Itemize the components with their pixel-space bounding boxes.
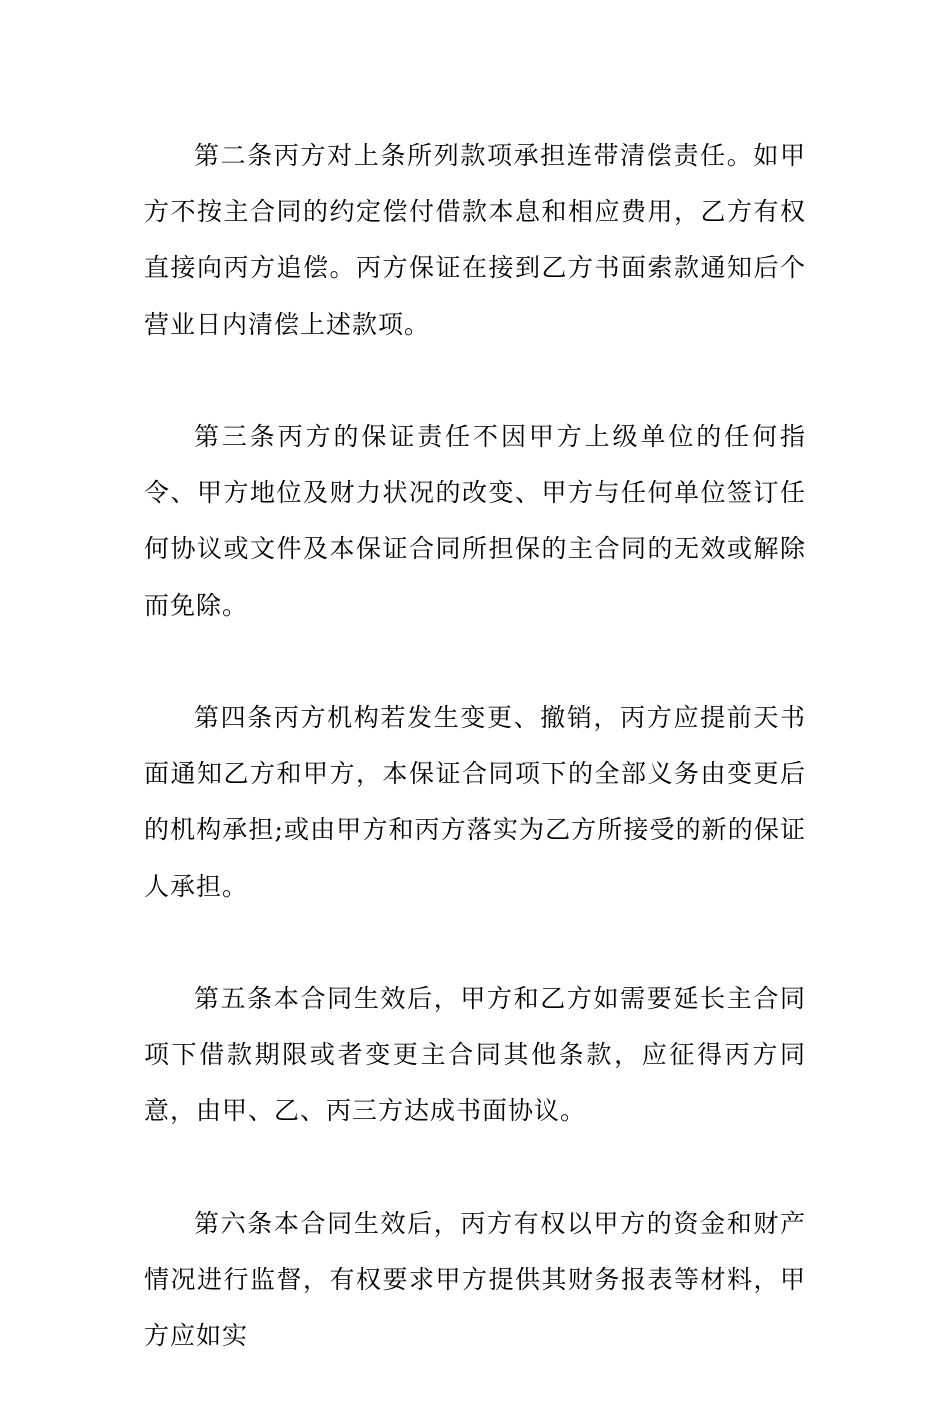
clause-5-paragraph: 第五条本合同生效后，甲方和乙方如需要延长主合同项下借款期限或者变更主合同其他条款，应征得丙方同意，由甲、乙、丙三方达成书面协议。 [144,984,806,1126]
clause-3-paragraph: 第三条丙方的保证责任不因甲方上级单位的任何指令、甲方地位及财力状况的改变、甲方与任何单位签订任何协议或文件及本保证合同所担保的主合同的无效或解除而免除。 [144,422,806,620]
clause-2-paragraph: 第二条丙方对上条所列款项承担连带清偿责任。如甲方不按主合同的约定偿付借款本息和相应费用，乙方有权直接向丙方追偿。丙方保证在接到乙方书面索款通知后个营业日内清偿上述款项。 [144,141,806,339]
clause-6-paragraph: 第六条本合同生效后，丙方有权以甲方的资金和财产情况进行监督，有权要求甲方提供其财务报表等材料，甲方应如实 [144,1208,806,1351]
document-body [144,128,806,1421]
clause-4-paragraph: 第四条丙方机构若发生变更、撤销，丙方应提前天书面通知乙方和甲方，本保证合同项下的全部义务由变更后的机构承担;或由甲方和丙方落实为乙方所接受的新的保证人承担。 [144,703,806,901]
